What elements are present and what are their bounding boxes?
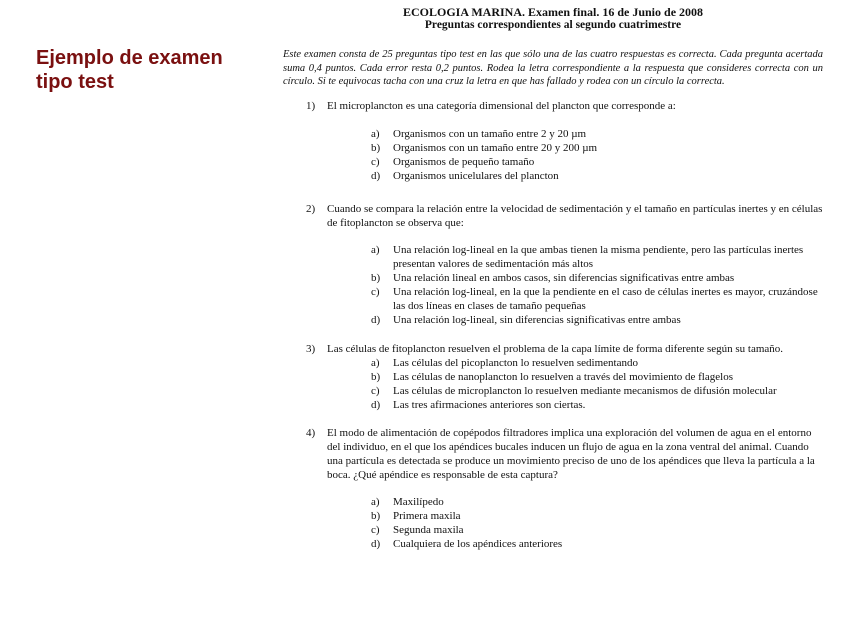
answer-text: Las células del picoplancton lo resuelven sedimentando — [393, 357, 638, 369]
answer-option[interactable] — [371, 523, 823, 537]
answer-letter: d) — [371, 314, 381, 326]
exam-title: ECOLOGIA MARINA. Examen final. 16 de Junio de 2008 — [402, 5, 704, 19]
question-text: Las células de fitoplancton resuelven el problema de la capa límite de forma diferente según su tamaño. — [327, 343, 784, 355]
question-number: 2) — [306, 203, 316, 215]
question-text: El modo de alimentación de copépodos filtradores implica una exploración del volumen de agua en el entorno del individuo, en el que los apéndices bucales inducen un flujo de agua en la zona ventral del animal. Cuando una partícula es detectada se produce un movimiento preciso de uno de los apéndices que lleva la partícula a la boca. ¿Qué apéndice es responsable de esta captura? — [327, 427, 815, 481]
answer-list — [327, 356, 823, 412]
answer-option[interactable] — [371, 285, 823, 313]
answer-option[interactable] — [371, 537, 823, 551]
answer-letter: a) — [371, 128, 380, 140]
answer-letter: b) — [371, 142, 381, 154]
question-4 — [283, 426, 823, 551]
question-3 — [283, 342, 823, 412]
answer-option[interactable] — [371, 509, 823, 523]
answer-letter: c) — [371, 156, 380, 168]
answer-text: Maxilípedo — [393, 496, 444, 508]
exam-subtitle: Preguntas correspondientes al segundo cuatrimestre — [424, 19, 682, 31]
answer-option[interactable] — [371, 155, 823, 169]
answer-letter: a) — [371, 244, 380, 256]
exam-instructions: Este examen consta de 25 preguntas tipo test en las que sólo una de las cuatro respuestas es correcta. Cada pregunta acertada suma 0,4 puntos. Cada error resta 0,2 puntos. Rodea la letra correspondiente a la respuesta que consideres correcta con un círculo. Si te equivocas tacha con una cruz la letra en que has fallado y rodea con un círculo la correcta. — [283, 49, 823, 87]
answer-option[interactable] — [371, 356, 823, 370]
exam-document — [283, 6, 823, 551]
answer-option[interactable] — [371, 243, 823, 271]
answer-letter: d) — [371, 538, 381, 550]
question-number: 1) — [306, 100, 316, 112]
answer-text: Cualquiera de los apéndices anteriores — [393, 538, 563, 550]
answer-letter: b) — [371, 371, 381, 383]
answer-letter: b) — [371, 272, 381, 284]
answer-option[interactable] — [371, 370, 823, 384]
answer-text: Organismos de pequeño tamaño — [393, 156, 535, 168]
answer-option[interactable] — [371, 271, 823, 285]
answer-letter: b) — [371, 510, 381, 522]
answer-option[interactable] — [371, 495, 823, 509]
answer-option[interactable] — [371, 169, 823, 183]
question-list — [283, 99, 823, 551]
answer-text: Segunda maxila — [393, 524, 464, 536]
answer-list — [327, 127, 823, 183]
answer-option[interactable] — [371, 313, 823, 327]
answer-text: Las tres afirmaciones anteriores son ciertas. — [393, 399, 586, 411]
answer-option[interactable] — [371, 398, 823, 412]
answer-text: Las células de nanoplancton lo resuelven a través del movimiento de flagelos — [393, 371, 733, 383]
answer-letter: a) — [371, 496, 380, 508]
answer-option[interactable] — [371, 127, 823, 141]
answer-text: Una relación log-lineal, sin diferencias significativas entre ambas — [393, 314, 681, 326]
answer-letter: c) — [371, 524, 380, 536]
question-2 — [283, 202, 823, 327]
answer-text: Las células de microplancton lo resuelven mediante mecanismos de difusión molecular — [393, 385, 777, 397]
answer-list — [327, 243, 823, 327]
question-number: 3) — [306, 343, 316, 355]
answer-text: Organismos con un tamaño entre 20 y 200 µm — [393, 142, 598, 154]
answer-text: Organismos unicelulares del plancton — [393, 170, 559, 182]
answer-list — [327, 495, 823, 551]
answer-text: Organismos con un tamaño entre 2 y 20 µm — [393, 128, 587, 140]
question-1 — [283, 99, 823, 183]
answer-letter: a) — [371, 357, 380, 369]
question-text: El microplancton es una categoría dimensional del plancton que corresponde a: — [327, 100, 676, 112]
answer-letter: c) — [371, 286, 380, 298]
answer-text: Una relación lineal en ambos casos, sin diferencias significativas entre ambas — [393, 272, 735, 284]
answer-text: Primera maxila — [393, 510, 461, 522]
answer-option[interactable] — [371, 141, 823, 155]
answer-letter: d) — [371, 170, 381, 182]
slide-title: Ejemplo de examen tipo test — [36, 47, 223, 93]
exam-header — [283, 6, 823, 32]
answer-text: Una relación log-lineal en la que ambas tienen la misma pendiente, pero las partículas inertes presentan valores de sedimentación más altos — [393, 244, 804, 270]
answer-letter: d) — [371, 399, 381, 411]
answer-text: Una relación log-lineal, en la que la pendiente en el caso de células inertes es mayor, cruzándose las dos líneas en clases de tamaño pequeñas — [393, 286, 818, 312]
question-number: 4) — [306, 427, 316, 439]
answer-letter: c) — [371, 385, 380, 397]
answer-option[interactable] — [371, 384, 823, 398]
question-text: Cuando se compara la relación entre la velocidad de sedimentación y el tamaño en partículas inertes y en células de fitoplancton se observa que: — [327, 203, 823, 229]
